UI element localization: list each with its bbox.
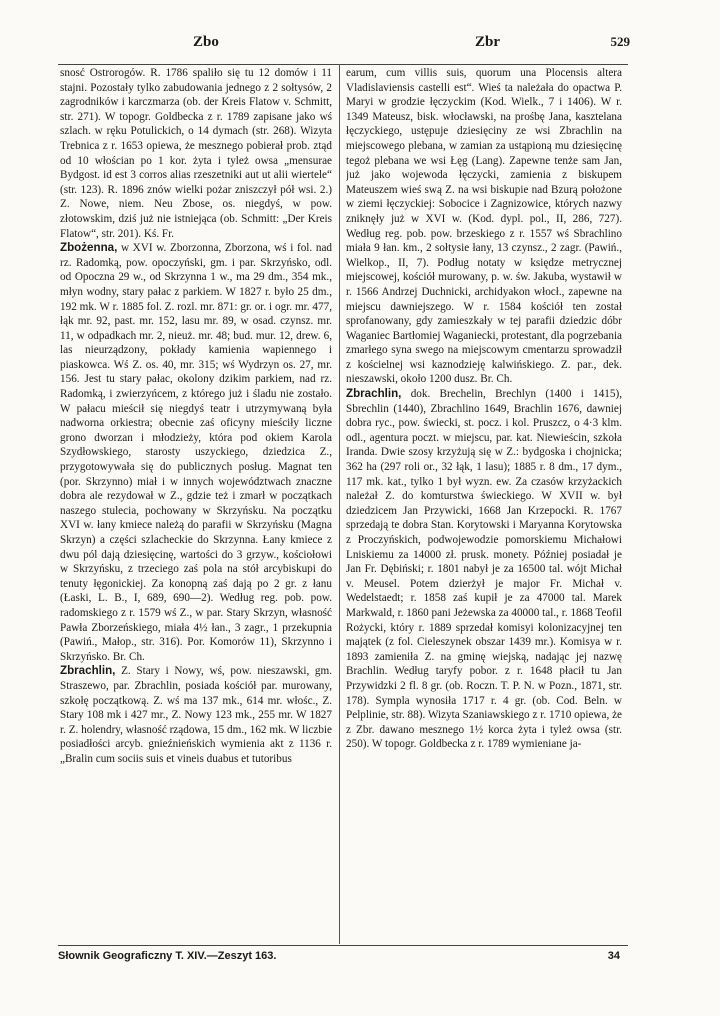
header-rule <box>58 64 628 65</box>
entry-headword: Zbożenna, <box>60 241 118 255</box>
footer-publication: Słownik Geograficzny T. XIV.—Zeszyt 163. <box>58 950 277 962</box>
running-header <box>50 34 630 54</box>
column-divider <box>339 64 340 944</box>
header-right-word: Zbr <box>475 34 501 50</box>
header-left-word: Zbo <box>193 34 219 50</box>
footer-rule <box>58 945 628 946</box>
entry-text: w XVI w. Zborzonna, Zborzona, wś i fol. nad rz. Radomką, pow. opoczyński, gm. i par. Skrzyńsko, odl. od Opoczna 29 w., od Skrzynna 1 w., ma 29 dm., 354 mk., młyn wodny, stary pałac z parkiem. W 1827 r. było 25 dm., 192 mk. W r. 1885 fol. Z. rozl. mr. 871: gr. or. i ogr. mr. 477, łąk mr. 92, past. mr. 152, lasu mr. 89, w osad. czynsz. mr. 11, w odpadkach mr. 2, nieuż. mr. 48; bud. mur. 12, drew. 6, las nieurządzony, pokłady kamienia wapiennego i piaskowca. Wś Z. os. 40, mr. 315; wś Wydrzyn os. 27, mr. 156. Jest tu stary pałac, okolony dzikim parkiem, nad rz. Radomką, i zwierzyńcem, z którego już i śladu nie zostało. W pałacu mieścił się niegdyś teatr i utrzymywaną była nadworna orkiestra; obecnie zaś oficyny mieściły liczne grono dworzan i młodzieży, która pod okiem Karola Szydłowskiego, starosty uszyckiego, dziedzica Z., przygotowywała się do publicznych posług. Magnat ten (por. Skrzynno) miał i w innych województwach znaczne dobra ale rezydował w Z., gdzie też i zmarł w początkach naszego stulecia, pochowany w Skrzyńsku. Na początku XVI w. łany kmiece należą do parafii w Skrzyńsku (Magna Skrzyn) a części szlacheckie do Skrzynna. Łany kmiece z dwu pól dają dziesięcinę, wartości do 3 grzyw., kościołowi w Skrzyńsku, z trzeciego zaś pola na stół arcybiskupi do tenuty łęgonickiej. Za konopną zaś dają po 2 gr. z łanu (Łaski, L. B., I, 689, 690—2). Według reg. pob. pow. radomskiego z r. 1579 wś Z., w par. Stary Skrzyn, własność Pawła Zborzeńskiego, miała 4½ łan., 3 zagr., 1 przekupnia (Pawiń., Małop., str. 316). Por. Komorów 11), Skrzynno i Skrzyńsko. Br. Ch. <box>60 242 332 663</box>
left-column <box>60 66 332 942</box>
entry-text: snosć Ostrorogów. R. 1786 spaliło się tu 12 domów i 11 stajni. Pozostały tylko zabudowania jednego z 2 sołtysów, 2 zagrodników i karczmarza (ob. der Kreis Flatow v. Schmitt, str. 271). W topogr. Goldbecka z r. 1789 zapisane jako wś szlach. w ręku Potulickich, o 14 dymach (str. 268). Wizyta Trebnica z r. 1653 opiewa, że mesznego pobierał prob. ztąd od 10 włościan po 1 kor. żyta i tyleż owsa „mensurae Bydgost. id est 3 corros alias rzeszetniki aut ut alii wiertele“ (str. 123). R. 1896 znów wielki pożar zniszczył pół wsi. 2.) Z. Nowe, niem. Neu Zbose, os. niegdyś, w pow. złotowskim, dziś już nie istniejąca (ob. Schmitt: „Der Kreis Flatow“, str. 201). Kś. Fr. <box>60 67 332 240</box>
entry-headword: Zbrachlin, <box>346 387 402 401</box>
page-number: 529 <box>610 34 630 49</box>
footer-sheet-number: 34 <box>607 950 620 962</box>
entry-paragraph <box>60 241 332 664</box>
entry-paragraph <box>346 387 622 752</box>
entry-paragraph <box>60 664 332 766</box>
entry-headword: Zbrachlin, <box>60 664 116 678</box>
footer <box>58 950 628 966</box>
entry-text: dok. Brechelin, Brechlyn (1400 i 1415), Sbrechlin (1440), Zbrachlino 1649, Brachlin 1676, dawniej dobra ryc., pow. świecki, st. pocz. i kol. Pruszcz, o 4·3 klm. odl., agentura poczt. w miejscu, par. kat. Niewieścin, szkoła Iranda. Dwie szosy krzyżują się w Z.: bydgoska i chojnicka; 362 ha (297 roli or., 32 łąk, 1 lasu); 1885 r. 8 dm., 17 dym., 117 mk. kat., tylko 1 był wyzn. ew. Za czasów krzyżackich należał Z. do komturstwa świeckiego. W XVII w. był dziedzicem Jan Przywicki, 1668 Jan Krzepocki. R. 1767 sprzedają te dobra Stan. Korytowski i Maryanna Korytowska z Proczyńskich, podwojewodzie pomorskiemu Michałowi Lniskiemu za 14000 zł. prusk. monety. Później posiadał je Jan Fr. Dębiński; r. 1801 nabył je za 16500 tal. wójt Michał v. Meusel. Potem dzierżył je major Fr. Michał v. Wedelstaedt; r. 1858 zaś kupił je za 47000 tal. Marek Markwald, r. 1860 pani Jeżewska za 40000 tal., r. 1868 Teofil Rożycki, który r. 1889 sprzedał komisyi kolonizacyjnej ten majątek (z fol. Cieleszynek obszar 1439 mr.). Komisya w r. 1893 zamieniła Z. na gminę wiejską, nadając jej nazwę Brachlin. Według taryfy pobor. z r. 1648 płacił tu Jan Przywidzki 2 fl. 8 gr. (ob. Roczn. T. P. N. w Pozn., 1871, str. 178). Sympla wynosiła 1717 r. 4 gr. (ob. Cod. Beln. w Pelplinie, str. 88). Wizyta Szaniawskiego z r. 1710 opiewa, że z Zbr. dawano mesznego 1½ korca żyta i tyleż owsa (str. 250). W topogr. Goldbecka z r. 1789 wymieniane ja- <box>346 388 622 751</box>
entry-paragraph <box>60 66 332 241</box>
entry-text: Z. Stary i Nowy, wś, pow. nieszawski, gm. Straszewo, par. Zbrachlin, posiada kościół par. murowany, szkołę początkową. Z. wś ma 137 mk., 614 mr. włośc., Z. Stary 108 mk i 427 mr., Z. Nowy 123 mk., 255 mr. W 1827 r. Z. holendry, własność rządowa, 15 dm., 162 mk. W liczbie posiadłości arcyb. gnieźnieńskich wymienia akt z 1136 r. „Bralin cum sociis suis et vineis duabus et tutoribus <box>60 665 332 765</box>
entry-paragraph <box>346 66 622 387</box>
entry-text: earum, cum villis suis, quorum una Plocensis altera Vladislaviensis castelli est“. Wieś ta należała do opactwa P. Maryi w grodzie łęczyckim (Kod. Wielk., 7 i 1406). W r. 1349 Mateusz, bisk. włocławski, na prośbę Jana, kasztelana łęczyckiego, ustępuje dziesięciny ze wsi Zbrachlin na miejscowego plebana, w zamian za ustąpioną mu dziesięcinę tegoż plebana we wsi Łęg (Lang). Zapewne tenże sam Jan, już jako wojewoda łęczycki, zamienia z biskupem Mateuszem wieś swą Z. na wsi biskupie nad Bzurą położone w ziemi łęczyckiej: Sobocice i Zagnizowice, których nazwy zniknęły już w XVI w. (Kod. dypl. pol., II, 286, 727). Według reg. pob. pow. brzeskiego z r. 1557 wś Sbrachlino miała 9 łan. km., 2 sołtysie łany, 13 czynsz., 2 zagr. (Pawiń., Wielkop., II, 7). Podług notaty w księdze metrycznej miejscowej, kościół murowany, p. w. św. Jakuba, wystawił w r. 1566 Andrzej Duchnicki, archidyakon włocł., zapewne na miejscu dawniejszego. W r. 1584 kościół ten został sprofanowany, gdy zamieszkały w tej parafii dziedzic dóbr Waganiec Bartłomiej Waganiecki, protestant, dla pogrzebania zmarłego syna swego na miejscowym cmentarzu sprowadził z kościelnej wsi kaznodzieję kalwińskiego. Z. par., dek. nieszawski, około 1200 dusz. Br. Ch. <box>346 67 622 386</box>
right-column <box>346 66 622 942</box>
